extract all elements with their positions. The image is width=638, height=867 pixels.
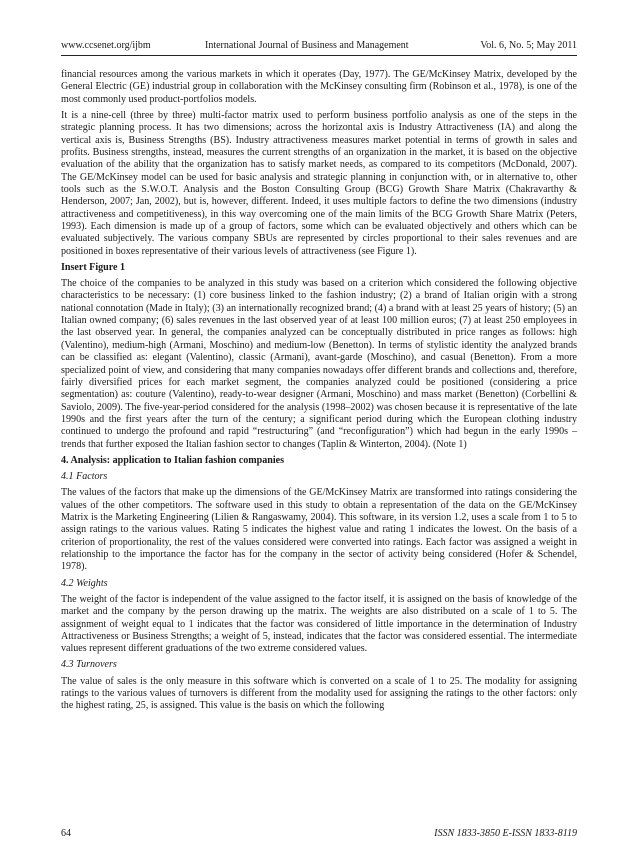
volume-issue: Vol. 6, No. 5; May 2011 <box>480 40 577 51</box>
paragraph-weights: The weight of the factor is independent of the value assigned to the factor itself, it is assigned on the basis of knowledge of the market and the company by the person drawing up the matrix. The weights are also distributed on a scale of 1 to 5. The assignment of weight equal to 1 indicates that the factor was considered of little importance in the determination of Industry Attractiveness or Business Strengths; a weight of 5, instead, indicates that the factor was considered essential. The intermediate values represent different graduations of the two extreme considered values. <box>61 593 577 655</box>
subsection-heading-turnovers: 4.3 Turnovers <box>61 659 117 671</box>
paragraph-intro: financial resources among the various markets in which it operates (Day, 1977). The GE/McKinsey Matrix, developed by the General Electric (GE) industrial group in collaboration with the McKinsey consulting firm (Robinson et al., 1978), is one of the most commonly used product-portfolios models. <box>61 69 577 105</box>
page-number: 64 <box>61 828 71 839</box>
running-header <box>61 40 577 56</box>
paragraph-factors: The values of the factors that make up the dimensions of the GE/McKinsey Matrix are transformed into ratings considering the values of the other competitors. The software used in this study to obtain a representation of the data on the GE/McKinsey Matrix is the Marketing Engineering (Lilien & Rangaswamy, 2004). This software, in its version 1.2, uses a scale from 1 to 5 to assign ratings to the various values. Rating 5 indicates the highest value and rating 1 indicates the lowest. On the basis of a criterion of proportionality, the rest of the values considered were converted into ratings. Each factor was assigned a weight in relationship to the importance the factor has for the company in the sector of activity being considered (Hofer & Schendel, 1978). <box>61 487 577 573</box>
subsection-heading-factors: 4.1 Factors <box>61 471 108 483</box>
figure-placeholder: Insert Figure 1 <box>61 261 125 273</box>
journal-url[interactable]: www.ccsenet.org/ijbm <box>61 40 151 51</box>
header-rule <box>61 55 577 56</box>
paragraph-companies: The choice of the companies to be analyzed in this study was based on a criterion which considered the following objective characteristics to be necessary: (1) core business linked to the fashion industry; (2) a brand of Italian origin with a strong national connotation (Made in Italy); (3) an internationally recognized brand; (4) a brand with at least 25 years of history; (5) an Italian owned company; (6) sales revenues in the last observed year of at least 100 million euros; (7) at least 250 employees in the last observed year. In general, the companies analyzed can be conceptually distributed in price ranges as follows: high (Valentino), medium-high (Armani, Moschino) and medium-low (Benetton). In terms of stylistic identity the analyzed brands can be classified as: elegant (Valentino), classic (Armani), avant-garde (Moschino), and casual (Benetton). From a more specialized point of view, and considering that many companies nowadays offer different brands and collections and, therefore, fairly diversified prices for each market segment, the companies analyzed could be positioned (considering a price segmentation) as: couture (Valentino), ready-to-wear designer (Armani, Moschino) and mass market (Benetton) (Corbellini & Saviolo, 2009). The five-year-period considered for the analysis (1998–2002) was chosen because it is representative of the late 1990s and the first years after the turn of the century; a significant period during which the European clothing industry continued to undergo the profound and rapid “restructuring” (and “reconfiguration”) which had begun in the early 1990s – trends that further exposed the Italian fashion sector to changes (Taplin & Winterton, 2004). (Note 1) <box>61 278 577 450</box>
paragraph-matrix: It is a nine-cell (three by three) multi-factor matrix used to perform business portfolio analysis as one of the steps in the strategic planning process. It has two dimensions; across the horizontal axis is Industry Attractiveness (IA) and along the vertical axis is, Business Strengths (BS). Industry attractiveness measures market potential in terms of growth in sales and profits. Business strengths, instead, measures the current strengths of an organization in the market, it is based on the objective evaluation of the ability that the organization has to satisfy market needs, as compared to its competitors (McDonald, 2007). The GE/McKinsey model can be used for basic analysis and strategic planning in conjunction with, or in alternative to, other tools such as the S.W.O.T. Analysis and the Boston Consulting Group (BCG) Growth Share Matrix (Chakravarthy & Henderson, 2007; Jan, 2002), but is, however, different. Indeed, it uses multiple factors to define the two dimensions (industry attractiveness and competitiveness), in this way overcoming one of the main limits of the BCG Growth Share Matrix (Peters, 1993). Each dimension is made up of a group of factors, some which can be evaluated objectively and others which can be evaluated subjectively. The various company SBUs are represented by circles proportional to their sales revenues and are positioned in boxes representative of their various levels of attractiveness (see Figure 1). <box>61 109 577 257</box>
section-heading: 4. Analysis: application to Italian fashion companies <box>61 454 285 466</box>
paragraph-turnovers: The value of sales is the only measure in this software which is converted on a scale of 1 to 25. The modality for assigning ratings to the various values of turnovers is different from the modality used for assigning the ratings to the other factors: only the highest rating, 25, is assigned. This value is the basis on which the following <box>61 675 577 712</box>
journal-title: International Journal of Business and Management <box>205 40 409 51</box>
issn: ISSN 1833-3850 E-ISSN 1833-8119 <box>434 828 577 839</box>
subsection-heading-weights: 4.2 Weights <box>61 577 108 589</box>
article-body <box>61 69 577 717</box>
